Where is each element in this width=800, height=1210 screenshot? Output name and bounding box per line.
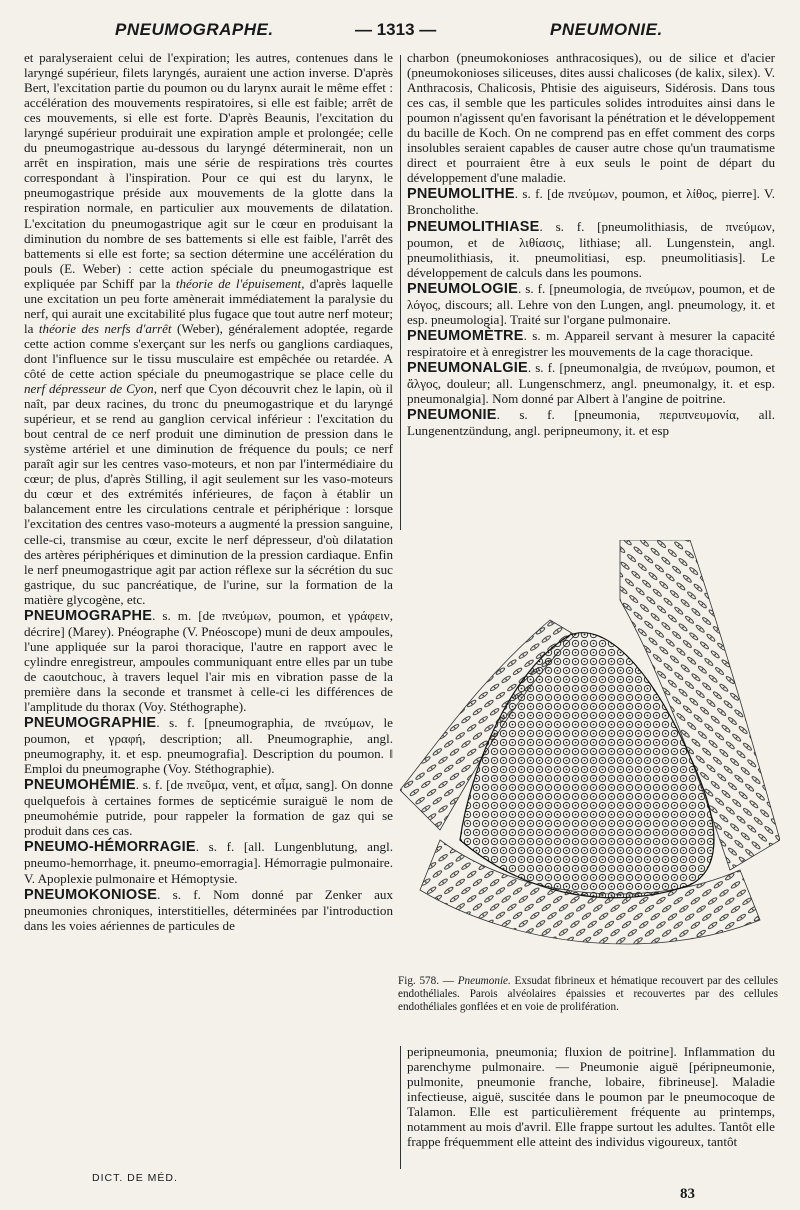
histology-illustration [400, 540, 780, 970]
headword: PNEUMONIE [407, 407, 497, 424]
column-rule [400, 55, 401, 530]
continued-paragraph: charbon (pneumokonioses anthracosiques), ou de silice et d'acier (pneumokonioses siliceuses, dites aussi chalicoses (de kalix, silex). V. Anthracosis, Chalicosis, Phtisie des aiguiseurs, Sidérosis. Dans tous ces cas, il semble que les particules solides introduites ainsi dans le poumon n'agissent qu'en favorisant la pénétration et le développement du bacille de Koch. On ne comprend pas en effet comment des corps insolubles seraient capables de causer autre chose qu'un traumatisme direct et pourraient être à eux seuls le point de départ du développement d'une maladie. [407, 50, 775, 186]
headword: PNEUMOHÉMIE [24, 777, 136, 794]
signature-mark: DICT. DE MÉD. [92, 1172, 178, 1184]
entry-pneumo-hemorragie: PNEUMO-HÉMORRAGIE. s. f. [all. Lungenblutung, angl. pneumo-hemorrhage, it. pneumo-emorragia]. Hémorragie pulmonaire. V. Apoplexie pulmonaire et Hémoptysie. [24, 839, 393, 886]
headword: PNEUMONALGIE [407, 359, 528, 376]
figure-caption-text: Exsudat fibrineux et hématique recouvert par des cellules endothéliales. Parois alvéolaires épaissies et recouvertes par des cellules endothéliales gonflées et en voie de prolifération. [398, 975, 778, 1014]
headword: PNEUMOLOGIE [407, 280, 518, 297]
headword: PNEUMOGRAPHE [24, 607, 153, 624]
entry-pneumographe: PNEUMOGRAPHE. s. m. [de πνεύμων, poumon, et γράφειν, décrire] (Marey). Pnéographe (V. Pnéoscope) muni de deux ampoules, l'une appliquée sur la paroi thoracique, l'autre en rapport avec le cylindre enregistreur, ampoules communiquant entre elles par un tube de caoutchouc, à travers lequel l'air mis en vibration passe de la première dans la seconde et transmet à celle-ci les différences de l'amplitude du thorax (Voy. Stéthographe). [24, 607, 393, 715]
signature-number: 83 [680, 1186, 695, 1202]
right-column-top [407, 50, 775, 532]
headword: PNEUMO-HÉMORRAGIE [24, 839, 196, 856]
entry-pneumographie: PNEUMOGRAPHIE. s. f. [pneumographia, de πνεύμων, le poumon, et γραφή, description; all. Pneumographie, angl. pneumography, it. et esp. pneumografia]. Description du poumon. ‖ Emploi du pneumographe (Voy. Stéthographie). [24, 715, 393, 777]
entry-pneumohemie: PNEUMOHÉMIE. s. f. [de πνεῦμα, vent, et αἷμα, sang]. On donne quelquefois à certaines formes de septicémie suraiguë le nom de pneumohémie putride, pour rappeler la formation de gaz qui se produit dans ces cas. [24, 777, 393, 839]
running-head-left: PNEUMOGRAPHE. [115, 20, 274, 39]
right-column-bottom [407, 1044, 775, 1174]
headword: PNEUMOKONIOSE [24, 886, 158, 903]
entry-pneumolithiase: PNEUMOLITHIASE. s. f. [pneumolithiasis, de πνεύμων, poumon, et de λιθίασις, lithiase; all. Lungenstein, angl. pneumolithiasis, it. pneumolitiasi, esp. pneumolitiasis]. Le développement de calculs dans les poumons. [407, 218, 775, 280]
page-number-header: — 1313 — [355, 20, 437, 39]
headword: PNEUMOLITHIASE [407, 218, 540, 235]
left-column [24, 50, 393, 1170]
pneumonie-continuation: peripneumonia, pneumonia; fluxion de poitrine]. Inflammation du parenchyme pulmonaire. — Pneumonie aiguë [péripneumonie, pulmonite, pneumonie franche, lobaire, fibrineuse]. Maladie infectieuse, aiguë, suscitée dans le poumon par le pneumocoque de Talamon. Elle est particulièrement fréquente au printemps, notamment au mois d'avril. Elle frappe surtout les adultes. Tantôt elle frappe fréquemment elle atteint des individus vigoureux, tantôt [407, 1044, 775, 1150]
continued-paragraph: et paralyseraient celui de l'expiration; les autres, contenues dans le laryngé supérieur, filets laryngés, auraient une action inverse. D'après Bert, l'excitation partie du poumon ou du larynx aurait le même effet : accélération des mouvements respiratoires, si elle est faible; arrêt de ces mouvements, si elle est forte. D'après Beaunis, l'excitation du laryngé supérieur produirait une expiration ample et prolongée; celle du pneumogastrique au-dessous du laryngé déterminerait, non un arrêt en inspiration, mais une série de respirations très courtes correspondant à l'inspiration. Pour ce qui est du larynx, le pneumogastrique préside aux mouvements de la glotte dans la respiration normale, en particulier aux mouvements de dilatation. L'excitation du pneumogastrique agit sur le cœur en produisant la diminution du nombre de ses battements si elle est faible, l'arrêt des battements si elle est forte; sa section détermine une accélération du pouls (E. Weber) : cette action spéciale du pneumogastrique est expliquée par Schiff par la théorie de l'épuisement, d'après laquelle une excitation un peu forte amènerait immédiatement la paralysie du nerf, qui aurait une excitabilité plus fugace que tout autre nerf moteur; la théorie des nerfs d'arrêt (Weber), généralement adoptée, regarde cette action comme s'exerçant sur les nerfs ou ganglions cardiaques, dont l'influence sur le tissu musculaire est empêchée ou retardée. A côté de cette action spéciale du pneumogastrique se place celle du nerf dépresseur de Cyon, nerf que Cyon découvrit chez le lapin, où il naît, par deux racines, du tronc du pneumogastrique et du laryngé supérieur, et se rend au ganglion cervical inférieur : l'excitation du bout central de ce nerf produit une diminution de pression dans le système artériel et une diminution de fréquence du pouls; ce nerf paraît agir sur les centres vaso-moteurs, et non par l'intermédiaire du cœur; de plus, d'après Stilling, il agit seulement sur les vaso-moteurs du cœur et des extrémités inférieures, de façon à établir un balancement entre les circulations centrale et périphérique : lorsque l'excitation des centres vaso-moteurs a augmenté la pression sanguine, celle-ci, transmise au cœur, excite le nerf dépresseur, d'où dilatation des artères périphériques et diminution de la pression cardiaque. Enfin le nerf pneumogastrique agit par action réflexe sur la sécrétion du suc gastrique, du suc pancréatique, de l'urine, sur la formation de la matière glycogène, etc. [24, 50, 393, 607]
column-rule [400, 1046, 401, 1169]
entry-pneumologie: PNEUMOLOGIE. s. f. [pneumologia, de πνεύμων, poumon, et de λόγος, discours; all. Lehre von den Lungen, angl. pneumology, it. et esp. pneumologia]. Traité sur l'organe pulmonaire. [407, 280, 775, 327]
entry-pneumometre: PNEUMOMÈTRE. s. m. Appareil servant à mesurer la capacité respiratoire et à enregistrer les mouvements de la cage thoracique. [407, 327, 775, 359]
entry-pneumolithe: PNEUMOLITHE. s. f. [de πνεύμων, poumon, et λίθος, pierre]. V. Broncholithe. [407, 186, 775, 218]
entry-pneumonie: PNEUMONIE. s. f. [pneumonia, περιπνευμονία, all. Lungenentzündung, angl. peripneumony, it. et esp [407, 407, 775, 439]
headword: PNEUMOLITHE [407, 186, 515, 203]
headword: PNEUMOMÈTRE [407, 327, 524, 344]
entry-pneumokoniose: PNEUMOKONIOSE. s. f. Nom donné par Zenker aux pneumonies chroniques, interstitielles, déterminées par l'introduction dans les voies aériennes de particules de [24, 886, 393, 933]
running-head-right: PNEUMONIE. [550, 20, 663, 39]
figure-title: Pneumonie. [457, 975, 511, 987]
entry-pneumonalgie: PNEUMONALGIE. s. f. [pneumonalgia, de πνεύμων, poumon, et ἄλγος, douleur; all. Lungenschmerz, angl. pneumonalgy, it. et esp. pneumonalgia]. Nom donné par Albert à l'angine de poitrine. [407, 359, 775, 407]
headword: PNEUMOGRAPHIE [24, 715, 157, 732]
figure-caption [398, 975, 778, 1015]
figure-label: Fig. 578. — [398, 975, 454, 987]
page-header [20, 18, 780, 48]
